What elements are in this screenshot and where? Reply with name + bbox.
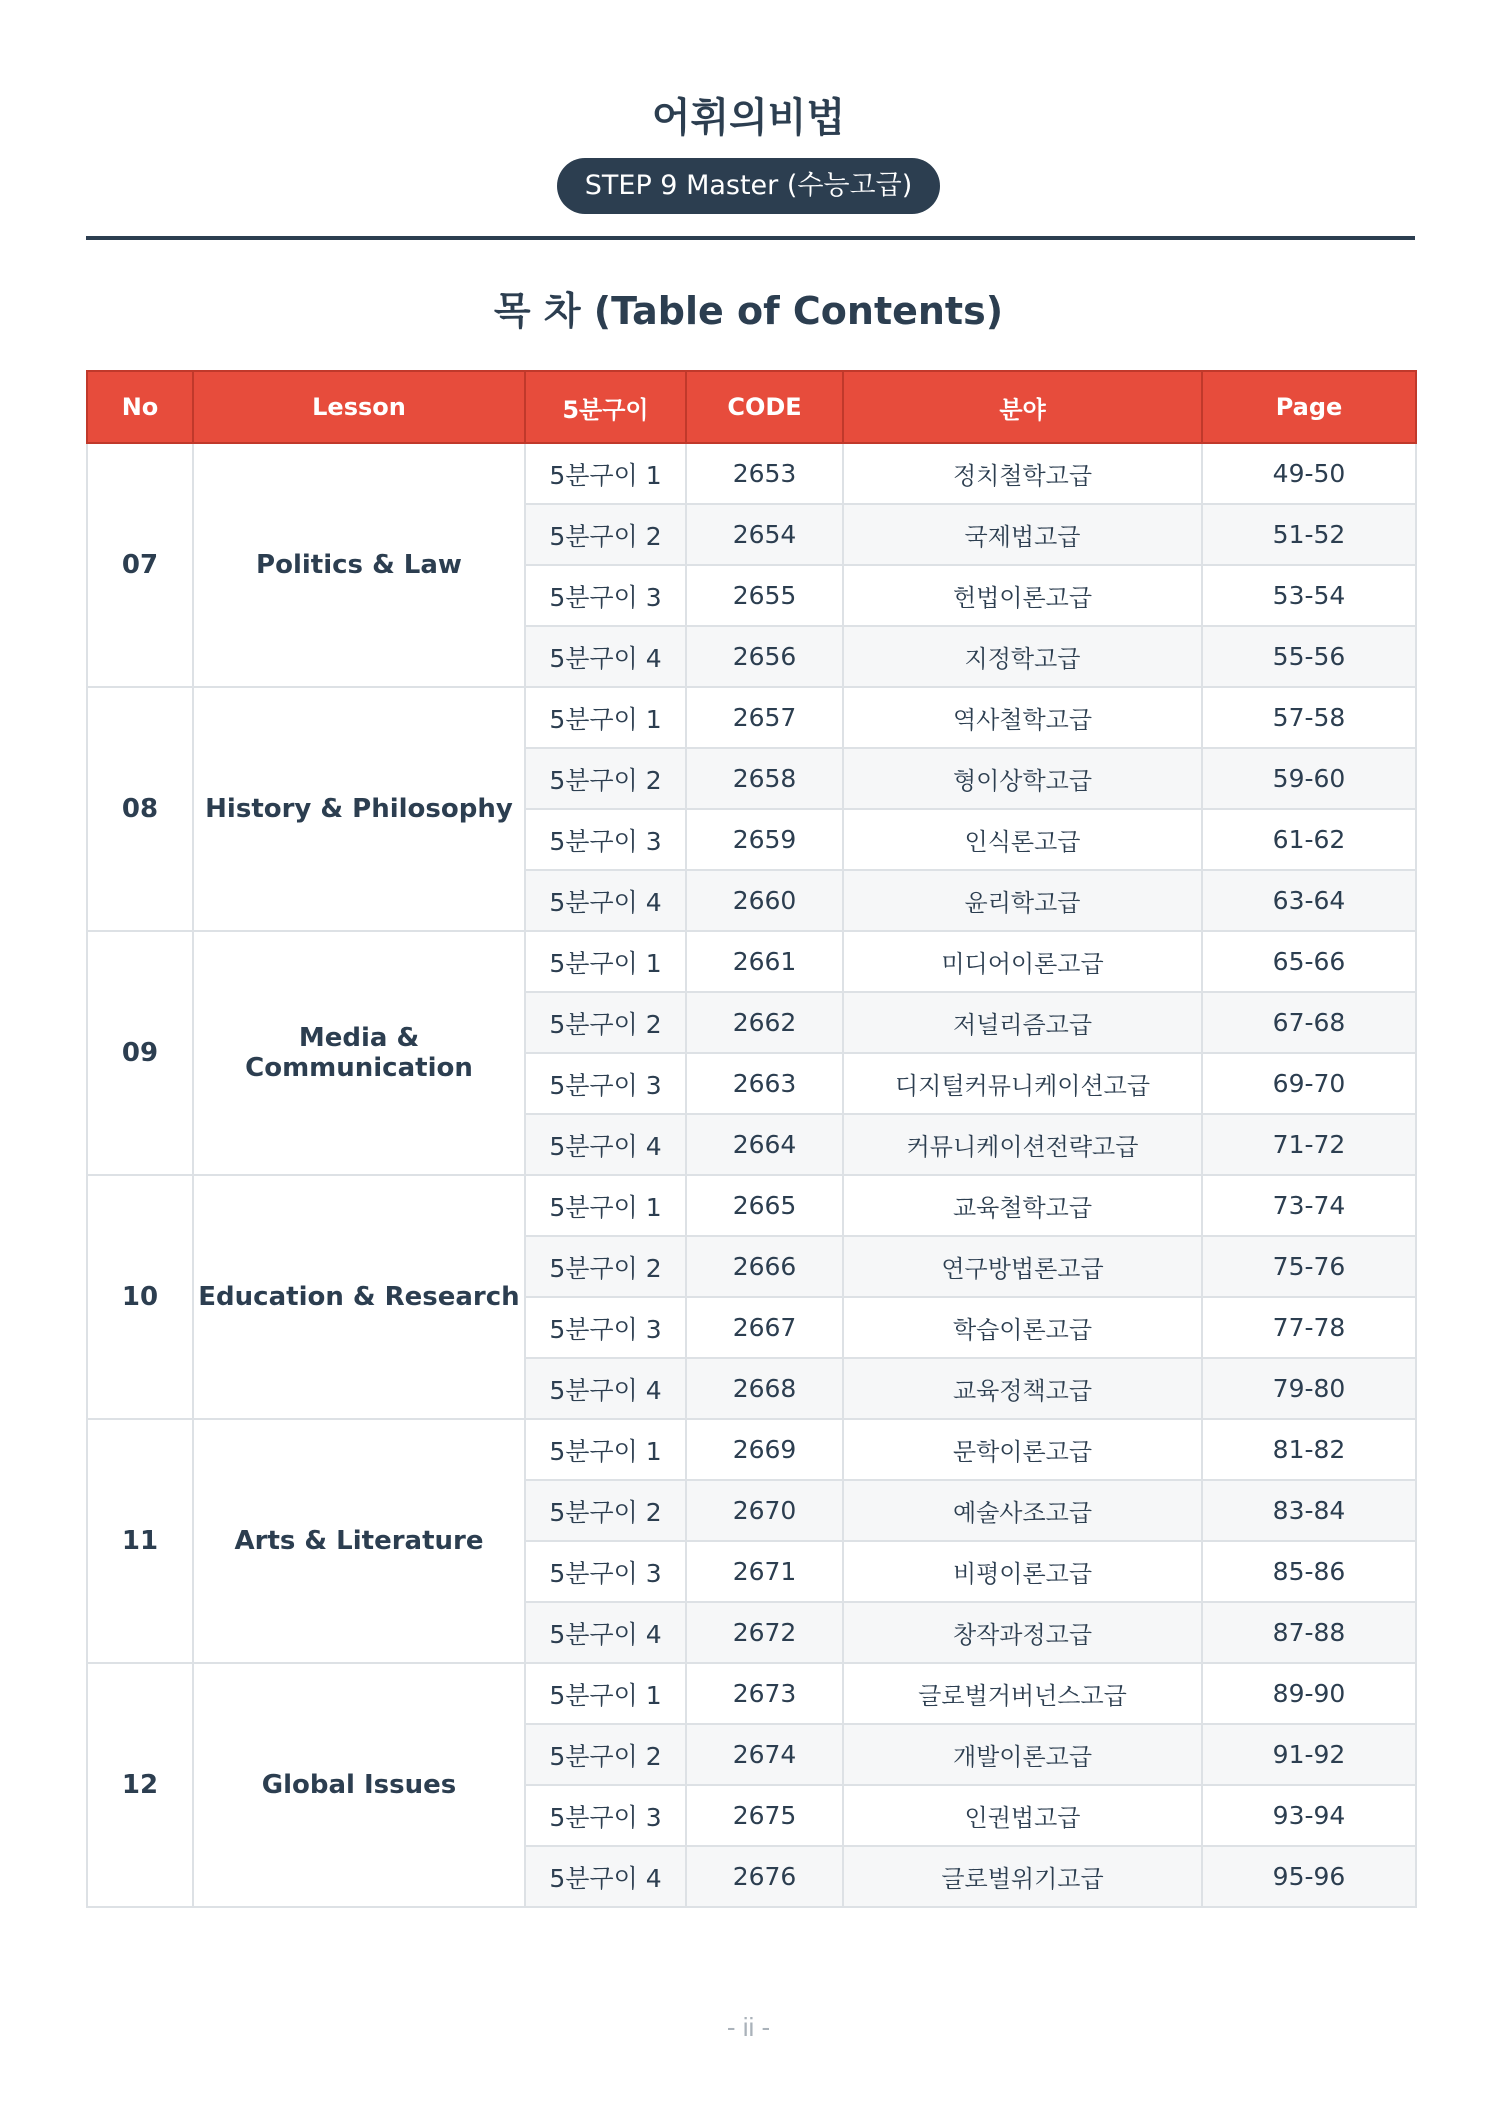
table-row bbox=[87, 687, 1416, 748]
part-cell: 5분구이 3 bbox=[525, 1785, 686, 1846]
part-cell: 5분구이 3 bbox=[525, 809, 686, 870]
page-cell: 71-72 bbox=[1202, 1114, 1416, 1175]
code-cell: 2658 bbox=[686, 748, 843, 809]
code-cell: 2668 bbox=[686, 1358, 843, 1419]
lesson-number: 08 bbox=[87, 687, 193, 931]
table-header-row bbox=[87, 371, 1416, 443]
page-cell: 53-54 bbox=[1202, 565, 1416, 626]
code-cell: 2669 bbox=[686, 1419, 843, 1480]
page-number: - ii - bbox=[726, 2012, 771, 2042]
field-cell: 미디어이론고급 bbox=[843, 931, 1202, 992]
field-cell: 저널리즘고급 bbox=[843, 992, 1202, 1053]
page-cell: 59-60 bbox=[1202, 748, 1416, 809]
lesson-title: Education & Research bbox=[193, 1175, 525, 1419]
code-cell: 2661 bbox=[686, 931, 843, 992]
field-cell: 글로벌거버넌스고급 bbox=[843, 1663, 1202, 1724]
field-cell: 개발이론고급 bbox=[843, 1724, 1202, 1785]
page-cell: 55-56 bbox=[1202, 626, 1416, 687]
lesson-number: 07 bbox=[87, 443, 193, 687]
field-cell: 창작과정고급 bbox=[843, 1602, 1202, 1663]
lesson-number: 10 bbox=[87, 1175, 193, 1419]
code-cell: 2674 bbox=[686, 1724, 843, 1785]
col-header-page: Page bbox=[1202, 371, 1416, 443]
toc-table bbox=[86, 370, 1417, 1908]
lesson-title: Arts & Literature bbox=[193, 1419, 525, 1663]
part-cell: 5분구이 3 bbox=[525, 565, 686, 626]
page-cell: 51-52 bbox=[1202, 504, 1416, 565]
step-badge: STEP 9 Master (수능고급) bbox=[557, 158, 941, 214]
field-cell: 인식론고급 bbox=[843, 809, 1202, 870]
page-cell: 83-84 bbox=[1202, 1480, 1416, 1541]
code-cell: 2671 bbox=[686, 1541, 843, 1602]
field-cell: 글로벌위기고급 bbox=[843, 1846, 1202, 1907]
field-cell: 교육정책고급 bbox=[843, 1358, 1202, 1419]
code-cell: 2665 bbox=[686, 1175, 843, 1236]
page-cell: 91-92 bbox=[1202, 1724, 1416, 1785]
code-cell: 2657 bbox=[686, 687, 843, 748]
page-cell: 65-66 bbox=[1202, 931, 1416, 992]
part-cell: 5분구이 2 bbox=[525, 992, 686, 1053]
lesson-number: 12 bbox=[87, 1663, 193, 1907]
code-cell: 2662 bbox=[686, 992, 843, 1053]
table-row bbox=[87, 1175, 1416, 1236]
field-cell: 디지털커뮤니케이션고급 bbox=[843, 1053, 1202, 1114]
field-cell: 역사철학고급 bbox=[843, 687, 1202, 748]
code-cell: 2656 bbox=[686, 626, 843, 687]
code-cell: 2653 bbox=[686, 443, 843, 504]
part-cell: 5분구이 2 bbox=[525, 1724, 686, 1785]
table-row bbox=[87, 931, 1416, 992]
part-cell: 5분구이 1 bbox=[525, 443, 686, 504]
field-cell: 비평이론고급 bbox=[843, 1541, 1202, 1602]
col-header-code: CODE bbox=[686, 371, 843, 443]
field-cell: 연구방법론고급 bbox=[843, 1236, 1202, 1297]
page-cell: 85-86 bbox=[1202, 1541, 1416, 1602]
table-row bbox=[87, 443, 1416, 504]
page-cell: 49-50 bbox=[1202, 443, 1416, 504]
table-row bbox=[87, 1663, 1416, 1724]
code-cell: 2666 bbox=[686, 1236, 843, 1297]
page-cell: 61-62 bbox=[1202, 809, 1416, 870]
lesson-number: 11 bbox=[87, 1419, 193, 1663]
part-cell: 5분구이 4 bbox=[525, 1846, 686, 1907]
lesson-title: Media & Communication bbox=[193, 931, 525, 1175]
part-cell: 5분구이 3 bbox=[525, 1297, 686, 1358]
code-cell: 2673 bbox=[686, 1663, 843, 1724]
part-cell: 5분구이 3 bbox=[525, 1053, 686, 1114]
field-cell: 윤리학고급 bbox=[843, 870, 1202, 931]
lesson-title: History & Philosophy bbox=[193, 687, 525, 931]
field-cell: 지정학고급 bbox=[843, 626, 1202, 687]
field-cell: 문학이론고급 bbox=[843, 1419, 1202, 1480]
field-cell: 예술사조고급 bbox=[843, 1480, 1202, 1541]
page-cell: 57-58 bbox=[1202, 687, 1416, 748]
table-row bbox=[87, 1419, 1416, 1480]
col-header-part: 5분구이 bbox=[525, 371, 686, 443]
field-cell: 헌법이론고급 bbox=[843, 565, 1202, 626]
code-cell: 2660 bbox=[686, 870, 843, 931]
lesson-title: Politics & Law bbox=[193, 443, 525, 687]
part-cell: 5분구이 2 bbox=[525, 748, 686, 809]
page-cell: 73-74 bbox=[1202, 1175, 1416, 1236]
part-cell: 5분구이 4 bbox=[525, 870, 686, 931]
code-cell: 2663 bbox=[686, 1053, 843, 1114]
part-cell: 5분구이 1 bbox=[525, 687, 686, 748]
page-cell: 81-82 bbox=[1202, 1419, 1416, 1480]
part-cell: 5분구이 4 bbox=[525, 1114, 686, 1175]
toc-body bbox=[87, 443, 1416, 1907]
lesson-number: 09 bbox=[87, 931, 193, 1175]
field-cell: 정치철학고급 bbox=[843, 443, 1202, 504]
page-cell: 87-88 bbox=[1202, 1602, 1416, 1663]
field-cell: 인권법고급 bbox=[843, 1785, 1202, 1846]
page-cell: 63-64 bbox=[1202, 870, 1416, 931]
part-cell: 5분구이 2 bbox=[525, 1236, 686, 1297]
field-cell: 커뮤니케이션전략고급 bbox=[843, 1114, 1202, 1175]
field-cell: 국제법고급 bbox=[843, 504, 1202, 565]
page-cell: 75-76 bbox=[1202, 1236, 1416, 1297]
part-cell: 5분구이 1 bbox=[525, 1419, 686, 1480]
lesson-title: Global Issues bbox=[193, 1663, 525, 1907]
col-header-lesson: Lesson bbox=[193, 371, 525, 443]
col-header-field: 분야 bbox=[843, 371, 1202, 443]
part-cell: 5분구이 1 bbox=[525, 931, 686, 992]
page-cell: 69-70 bbox=[1202, 1053, 1416, 1114]
part-cell: 5분구이 1 bbox=[525, 1175, 686, 1236]
part-cell: 5분구이 4 bbox=[525, 1358, 686, 1419]
code-cell: 2672 bbox=[686, 1602, 843, 1663]
page-cell: 95-96 bbox=[1202, 1846, 1416, 1907]
part-cell: 5분구이 2 bbox=[525, 1480, 686, 1541]
col-header-no: No bbox=[87, 371, 193, 443]
code-cell: 2670 bbox=[686, 1480, 843, 1541]
part-cell: 5분구이 1 bbox=[525, 1663, 686, 1724]
code-cell: 2659 bbox=[686, 809, 843, 870]
code-cell: 2664 bbox=[686, 1114, 843, 1175]
toc-title: 목 차 (Table of Contents) bbox=[493, 289, 1004, 333]
document-title: 어휘의비법 bbox=[651, 95, 846, 141]
field-cell: 교육철학고급 bbox=[843, 1175, 1202, 1236]
page-cell: 89-90 bbox=[1202, 1663, 1416, 1724]
field-cell: 형이상학고급 bbox=[843, 748, 1202, 809]
page-cell: 67-68 bbox=[1202, 992, 1416, 1053]
code-cell: 2675 bbox=[686, 1785, 843, 1846]
code-cell: 2655 bbox=[686, 565, 843, 626]
code-cell: 2676 bbox=[686, 1846, 843, 1907]
part-cell: 5분구이 3 bbox=[525, 1541, 686, 1602]
part-cell: 5분구이 4 bbox=[525, 626, 686, 687]
part-cell: 5분구이 4 bbox=[525, 1602, 686, 1663]
code-cell: 2667 bbox=[686, 1297, 843, 1358]
code-cell: 2654 bbox=[686, 504, 843, 565]
page-cell: 79-80 bbox=[1202, 1358, 1416, 1419]
page-cell: 77-78 bbox=[1202, 1297, 1416, 1358]
field-cell: 학습이론고급 bbox=[843, 1297, 1202, 1358]
header-divider bbox=[86, 236, 1415, 240]
part-cell: 5분구이 2 bbox=[525, 504, 686, 565]
page-cell: 93-94 bbox=[1202, 1785, 1416, 1846]
